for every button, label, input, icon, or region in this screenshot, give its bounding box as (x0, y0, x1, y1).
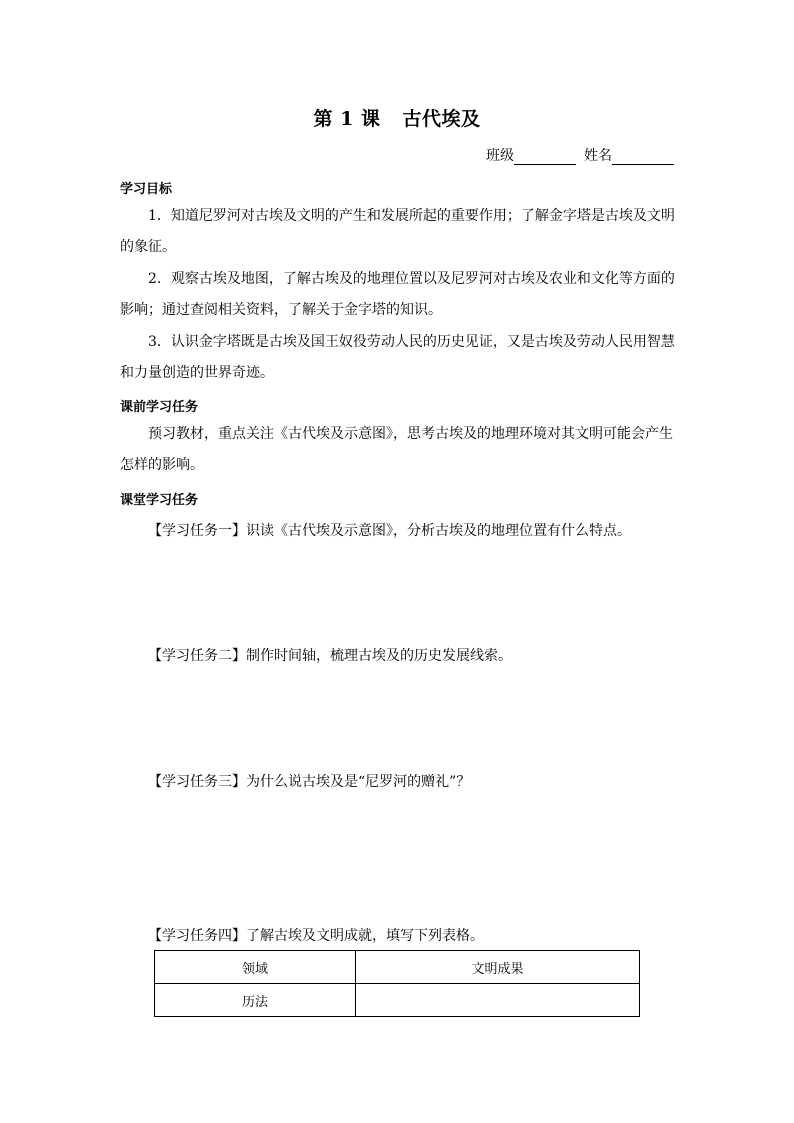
cell-field: 历法 (155, 984, 356, 1017)
lesson-name: 古代埃及 (402, 108, 481, 130)
lesson-number: 第 1 课 (313, 108, 381, 130)
objective-item-2: 2．观察古埃及地图，了解古埃及的地理位置以及尼罗河对古埃及农业和文化等方面的影响；通过查阅相关资料，了解关于金字塔的知识。 (120, 271, 675, 318)
objectives-heading: 学习目标 (120, 182, 173, 197)
table-row (155, 984, 640, 1017)
achievements-table (154, 950, 640, 1017)
name-blank[interactable] (612, 150, 674, 165)
header-field: 领域 (155, 951, 356, 984)
preclass-text: 预习教材，重点关注《古代埃及示意图》，思考古埃及的地理环境对其文明可能会产生怎样的影响。 (120, 426, 673, 473)
table-header-row (155, 951, 640, 984)
objective-item-3: 3．认识金字塔既是古埃及国王奴役劳动人民的历史见证，又是古埃及劳动人民用智慧和力量创造的世界奇迹。 (120, 334, 675, 381)
task-3: 【学习任务三】为什么说古埃及是“尼罗河的赠礼”？ (148, 774, 471, 790)
class-blank[interactable] (514, 150, 576, 165)
class-label: 班级 (486, 148, 514, 164)
inclass-heading: 课堂学习任务 (120, 493, 199, 508)
header-achievement: 文明成果 (356, 951, 640, 984)
task-1: 【学习任务一】识读《古代埃及示意图》，分析古埃及的地理位置有什么特点。 (148, 523, 631, 539)
cell-achievement[interactable] (356, 984, 640, 1017)
student-info (486, 145, 674, 165)
task-2: 【学习任务二】制作时间轴，梳理古埃及的历史发展线索。 (148, 648, 512, 664)
page-title (0, 104, 794, 131)
preclass-heading: 课前学习任务 (120, 400, 199, 415)
name-label: 姓名 (584, 148, 612, 164)
objective-item-1: 1．知道尼罗河对古埃及文明的产生和发展所起的重要作用；了解金字塔是古埃及文明的象征。 (120, 208, 675, 255)
task-4: 【学习任务四】了解古埃及文明成就，填写下列表格。 (148, 928, 484, 944)
